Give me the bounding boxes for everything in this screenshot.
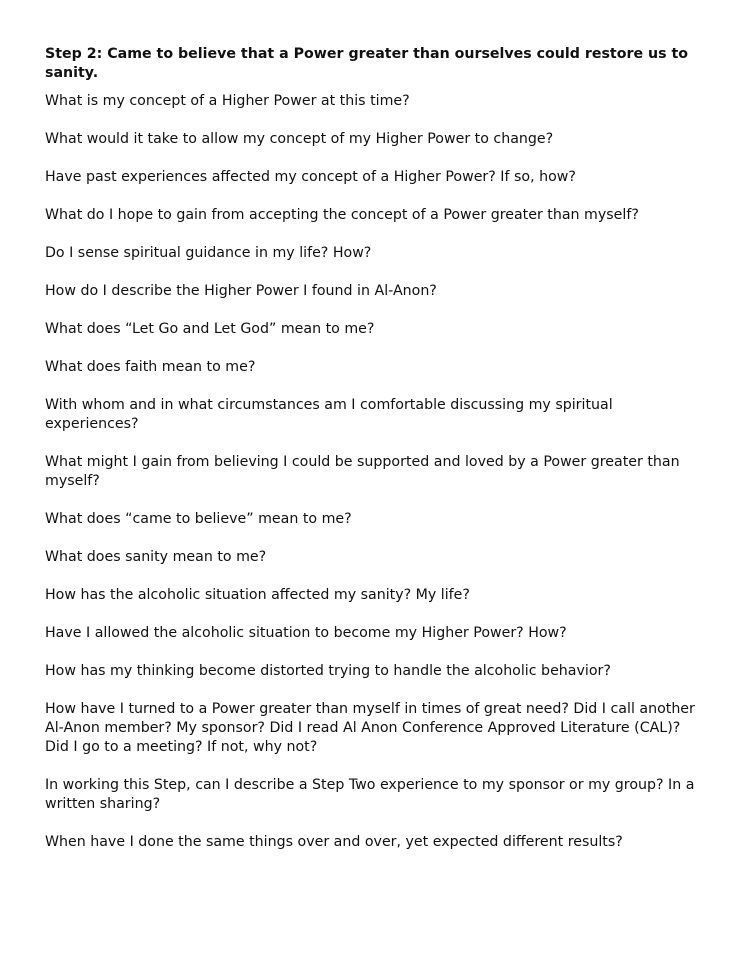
question-6: How do I describe the Higher Power I found in Al-Anon? xyxy=(45,283,437,299)
question-2: What would it take to allow my concept of my Higher Power to change? xyxy=(45,131,554,147)
question-1: What is my concept of a Higher Power at this time? xyxy=(45,93,410,109)
question-12: What does sanity mean to me? xyxy=(45,549,267,565)
question-13: How has the alcoholic situation affected my sanity? My life? xyxy=(45,587,470,603)
question-16: How have I turned to a Power greater than myself in times of great need? Did I call another Al-Anon member? My sponsor? Did I read Al Anon Conference Approved Literature (CAL)? Did I go to a meeting? If not, why not? xyxy=(45,701,695,755)
question-4: What do I hope to gain from accepting the concept of a Power greater than myself? xyxy=(45,207,639,223)
question-7: What does “Let Go and Let God” mean to me? xyxy=(45,321,375,337)
document-page xyxy=(45,45,705,871)
question-15: How has my thinking become distorted trying to handle the alcoholic behavior? xyxy=(45,663,611,679)
question-10: What might I gain from believing I could be supported and loved by a Power greater than myself? xyxy=(45,454,680,489)
question-3: Have past experiences affected my concept of a Higher Power? If so, how? xyxy=(45,169,576,185)
step-heading: Step 2: Came to believe that a Power greater than ourselves could restore us to sanity. xyxy=(45,46,689,81)
question-8: What does faith mean to me? xyxy=(45,359,256,375)
question-11: What does “came to believe” mean to me? xyxy=(45,511,352,527)
question-9: With whom and in what circumstances am I comfortable discussing my spiritual experiences? xyxy=(45,397,613,432)
question-17: In working this Step, can I describe a Step Two experience to my sponsor or my group? In a written sharing? xyxy=(45,777,695,812)
question-14: Have I allowed the alcoholic situation to become my Higher Power? How? xyxy=(45,625,567,641)
question-5: Do I sense spiritual guidance in my life? How? xyxy=(45,245,372,261)
question-18: When have I done the same things over and over, yet expected different results? xyxy=(45,834,623,850)
